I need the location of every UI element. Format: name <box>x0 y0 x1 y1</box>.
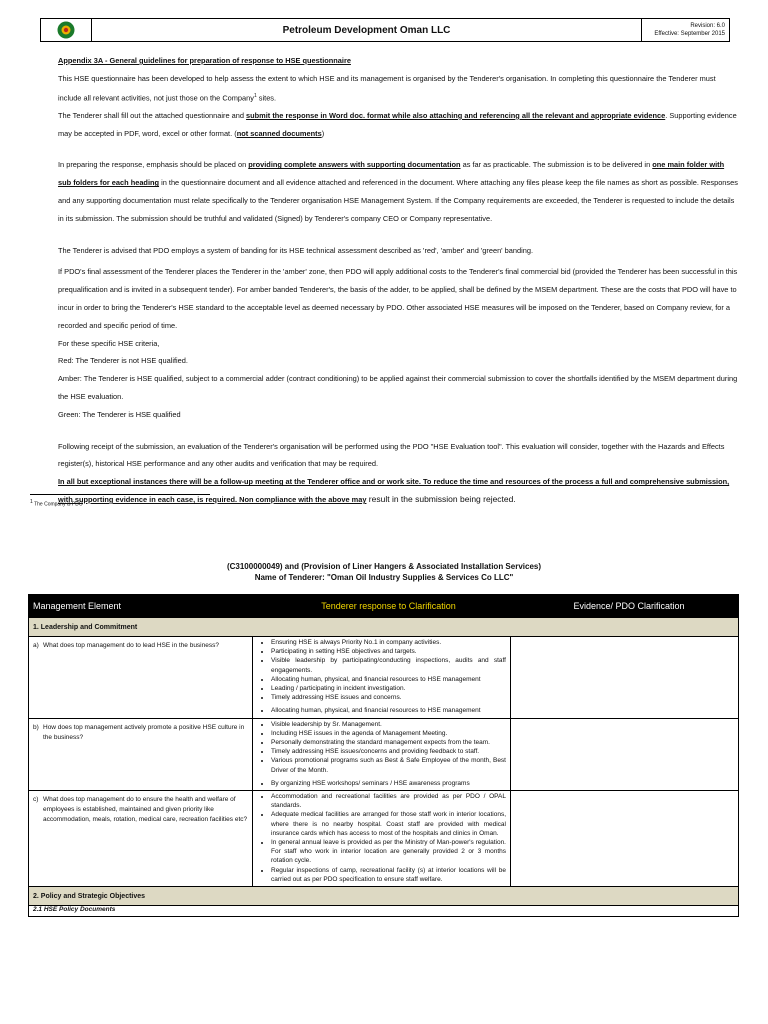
list-item: • Accommodation and recreational facilities are provided as per PDO / OPAL standards. <box>271 792 506 810</box>
list-item: • Participating in setting HSE objectives and targets. <box>271 647 506 656</box>
document-header <box>40 18 730 42</box>
table-row <box>29 718 738 790</box>
paragraph-5: If PDO's final assessment of the Tenderer places the Tenderer in the 'amber' zone, then PDO will apply additional costs to the Tenderer's final commercial bid (provided the Tenderer has been successful in this prequalification and is invited in a subsequent tender). For amber banded Tenderer's, the basis of the adder, to be applied, shall be defined by the MSEM department. These are the costs that PDO will have to incur in order to bring the Tenderer's HSE standard to the acceptable level as deemed necessary by PDO. Other associated HSE measures will be imposed on the Tenderer, based on Company review, for a recorded and specific period of time. <box>58 267 738 330</box>
response-cell <box>253 719 511 790</box>
paragraph-green: Green: The Tenderer is HSE qualified <box>58 409 181 419</box>
appendix-heading: Appendix 3A - General guidelines for preparation of response to HSE questionnaire <box>58 56 351 65</box>
list-item: • Including HSE issues in the agenda of Management Meeting. <box>271 729 506 738</box>
section-policy: 2. Policy and Strategic Objectives <box>29 886 738 905</box>
list-item: • Timely addressing HSE issues/concerns and providing feedback to staff. <box>271 747 506 756</box>
paragraph-11: In all but exceptional instances there will be a follow-up meeting at the Tenderer office and or work site. To reduce the time and resources of the process a full and comprehensive submission, with supporting evidence in each case, is required. Non compliance with the above may result in the submission being rejected. <box>58 477 730 504</box>
tender-reference: (C3100000049) and (Provision of Liner Hangers & Associated Installation Services) <box>226 562 542 571</box>
footnote: $^1$ The Company is PDO <box>30 499 83 508</box>
pdo-logo-icon <box>57 21 75 39</box>
paragraph-4: The Tenderer is advised that PDO employs a system of banding for its HSE technical assessment described as 'red', 'amber' and 'green' banding. <box>58 245 534 255</box>
table-row <box>29 790 738 886</box>
section-leadership: 1. Leadership and Commitment <box>29 617 738 636</box>
paragraph-3: In preparing the response, emphasis should be placed on providing complete answers with supporting documentation as far as practicable. The submission is to be delivered in one main folder with sub folders for each heading in the questionnaire document and all evidence attached and referenced in the document. Where attaching any files please keep the file names as short as possible. Responses and any supporting documentation must relate specifically to the Tenderer organisation HSE Management System. If the Company requirements are exceeded, the Tenderer is requested to include the details in its submission. The submission should be truthful and validated (Signed) by Tenderer's company CEO or Company representative. <box>58 160 738 223</box>
list-item: • Visible leadership by Sr. Management. <box>271 720 506 729</box>
pdo-logo <box>41 19 92 41</box>
list-item: • Adequate medical facilities are arranged for those staff work in interior locations, where there is no nearby hospital. Coast staff are provided with medical insurance cards which has access to most of the hospitals and clinics in Oman. <box>271 810 506 838</box>
paragraph-red: Red: The Tenderer is not HSE qualified. <box>58 356 188 366</box>
question-cell: c) What does top management do to ensure the health and welfare of employees is established, maintained and given priority like accommodation, meals, rotation, medical care, recreation facilities etc? <box>29 791 253 886</box>
revision-text: Revision: 6.0 <box>690 23 725 29</box>
paragraph-6: For these specific HSE criteria, <box>58 338 160 348</box>
list-item: • Allocating human, physical, and financial resources to HSE management <box>271 675 506 684</box>
subsection-hse-policy: 2.1 HSE Policy Documents <box>29 905 738 916</box>
evidence-cell[interactable] <box>511 719 738 790</box>
evidence-cell[interactable] <box>511 791 738 886</box>
list-item: • Regular inspections of camp, recreational facility (s) at interior locations will be carried out as per PDO specification to ensure staff welfare. <box>271 866 506 884</box>
list-item: • By organizing HSE workshops/ seminars / HSE awareness programs <box>271 779 506 788</box>
list-item: • Leading / participating in incident investigation. <box>271 684 506 693</box>
footnote-divider <box>30 494 210 495</box>
paragraph-amber: Amber: The Tenderer is HSE qualified, subject to a commercial adder (contract conditioning) to be applied against their commercial submission to cover the shortfalls identified by the MSEM department during the HSE evaluation. <box>58 374 738 402</box>
response-cell <box>253 791 511 886</box>
list-item: • Visible leadership by participating/conducting inspections, audits and staff engagements. <box>271 656 506 674</box>
list-item: • Timely addressing HSE issues and concerns. <box>271 693 506 702</box>
appendix-section <box>58 52 738 509</box>
evidence-cell[interactable] <box>511 637 738 718</box>
list-item: • Allocating human, physical, and financial resources to HSE management <box>271 706 506 715</box>
company-title: Petroleum Development Oman LLC <box>282 24 451 36</box>
list-item: • In general annual leave is provided as per the Ministry of Man-power's regulation. For staff who work in interior location are generally provided 2 or 3 months rotation cycle. <box>271 838 506 866</box>
revision-info <box>641 19 729 41</box>
list-item: • Personally demonstrating the standard management expects from the team. <box>271 738 506 747</box>
header-tenderer-response: Tenderer response to Clarification <box>321 601 456 611</box>
tenderer-name: Name of Tenderer: "Oman Oil Industry Supplies & Services Co LLC" <box>254 573 514 582</box>
paragraph-1: This HSE questionnaire has been developed to help assess the extent to which HSE and its management is organised by the Tenderer's organisation. In completing this questionnaire the Tenderer must include all relevant activities, not just those on the Company$^1$ sites. <box>58 73 716 103</box>
question-cell: a) What does top management do to lead HSE in the business? <box>29 637 253 718</box>
list-item: • Various promotional programs such as Best & Safe Employee of the month, Best Driver of the Month. <box>271 756 506 774</box>
effective-text: Effective: September 2015 <box>654 31 725 37</box>
paragraph-2: The Tenderer shall fill out the attached questionnaire and submit the response in Word doc. format while also attaching and referencing all the relevant and appropriate evidence. Supporting evidence may be accepted in PDF, word, excel or other format. (not scanned documents) <box>58 110 737 138</box>
paragraph-10: Following receipt of the submission, an evaluation of the Tenderer's organisation will be performed using the PDO "HSE Evaluation tool". This evaluation will consider, together with the Hazards and Effects register(s), historical HSE performance and any other audits and verification that may be required. <box>58 441 725 469</box>
header-management-element: Management Element <box>33 601 122 611</box>
response-cell <box>253 637 511 718</box>
question-cell: b) How does top management actively promote a positive HSE culture in the business? <box>29 719 253 790</box>
hse-questionnaire-table <box>28 594 739 917</box>
header-evidence: Evidence/ PDO Clarification <box>573 601 685 611</box>
list-item: • Ensuring HSE is always Priority No.1 in company activities. <box>271 638 506 647</box>
table-row <box>29 636 738 718</box>
tender-title <box>0 561 768 583</box>
table-header <box>29 595 738 617</box>
